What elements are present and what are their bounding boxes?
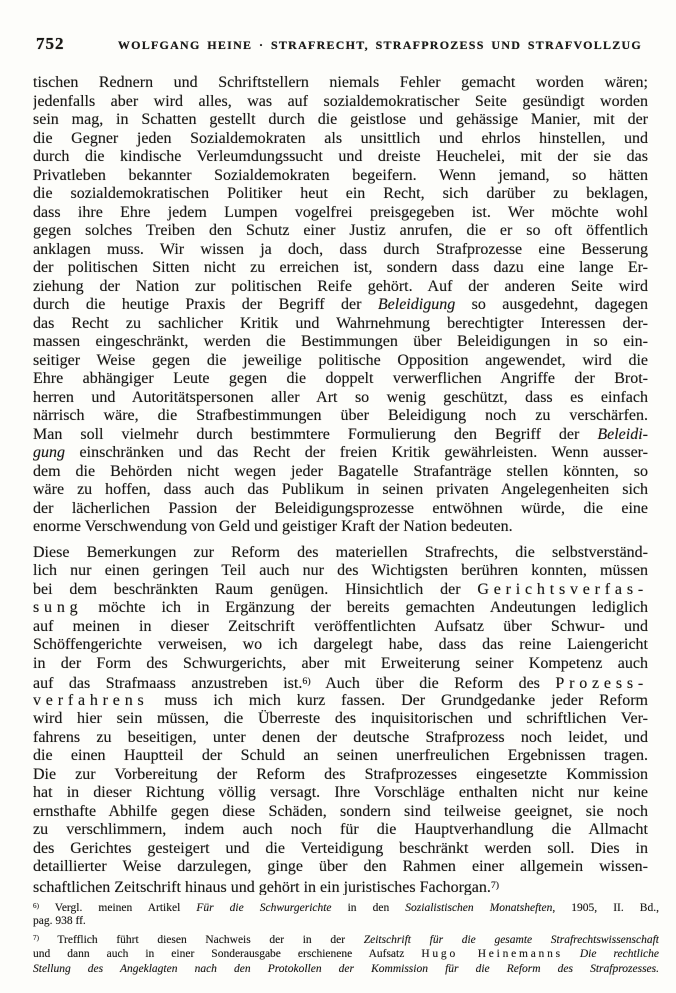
text-line (33, 74, 648, 93)
text-segment: die Gegner jeden Sozialdemokraten als unsittlich und ehrlos hinstellen, und (33, 129, 648, 147)
text-line (33, 618, 648, 637)
text-segment: dem die Behörden nicht wegen jeder Bagatelle Strafanträge stellen könnten, so (33, 462, 648, 480)
text-segment: verfahrens (33, 691, 149, 709)
text-segment: Trefflich führt diesen Nachweis der in der (38, 934, 364, 947)
text-segment: Privatleben bekannter Sozialdemokraten begeifern. Wenn jemand, so hätten (33, 166, 648, 184)
text-segment: durch die heutige Praxis der Begriff der (33, 296, 378, 313)
text-segment: wird hier sein müssen, die Überreste des inquisitorischen und schriftlichen Ver- (33, 710, 648, 727)
text-segment: närrisch wäre, die Strafbestimmungen über Beleidigung noch zu verschärfen. (33, 407, 648, 424)
text-line (33, 562, 648, 581)
text-line (33, 148, 648, 167)
text-segment (563, 948, 580, 960)
text-line (33, 444, 648, 463)
text-line (33, 278, 648, 297)
text-line (33, 599, 648, 618)
text-segment: auf das Strafmaass anzustreben ist. (33, 675, 303, 692)
footnotes (33, 899, 659, 977)
text-segment: fahrens zu beseitigen, unter denen der deutsche Strafprozess noch leidet, und (33, 728, 648, 746)
text-segment: Für die Schwurgerichte (196, 901, 332, 914)
text-line (33, 352, 648, 371)
text-line (33, 766, 648, 785)
text-line (33, 710, 648, 729)
running-head: WOLFGANG HEINE · STRAFRECHT, STRAFPROZESS UND STRAFVOLLZUG (117, 38, 642, 52)
body-text (33, 74, 648, 895)
text-line (33, 167, 648, 186)
page-number: 752 (36, 34, 65, 53)
text-line (33, 947, 659, 962)
text-segment: sein mag, in Schatten gestellt durch die geistlose und gehässige Manier, mit der (33, 111, 648, 128)
text-line (33, 333, 648, 352)
text-line (33, 581, 648, 600)
text-segment: ernsthafte Abhilfe gegen diese Schäden, sondern sind teilweise geeignet, sie noch (33, 802, 648, 820)
text-segment: herren und Autoritätspersonen aller Art so wenig geschützt, dass es einfach (33, 388, 648, 406)
text-segment: Hugo Heinemanns (421, 947, 563, 960)
text-segment: Beleidigung (377, 296, 456, 313)
text-segment: Sozialistischen Monatsheften (405, 901, 553, 914)
text-segment: der lächerlichen Passion der Beleidigungsprozesse entwöhnen würde, die eine (33, 499, 648, 517)
text-segment: massen eingeschränkt, werden die Bestimmungen über Beleidigungen in so ein- (33, 333, 648, 350)
text-segment: bei dem beschränkten Raum genügen. Hinsichtlich der (33, 580, 478, 598)
text-line (33, 518, 648, 537)
text-segment: in den (331, 901, 406, 914)
text-segment: schaftlichen Zeitschrift hinaus und gehört in ein juristisches Fachorgan. (33, 878, 491, 895)
text-line (33, 426, 648, 445)
text-segment: und dann auch in einer Sonderausgabe erschienene Aufsatz (33, 947, 422, 960)
text-line (33, 93, 648, 112)
text-line (33, 389, 648, 408)
text-segment: Schöffengerichte verweisen, wo ich dargelegt habe, dass das reine Laiengericht (33, 636, 648, 653)
text-segment: anklagen muss. Wir wissen ja doch, dass durch Strafprozesse eine Besserung (33, 240, 648, 258)
text-line (33, 130, 648, 149)
text-line (33, 784, 648, 803)
text-line (33, 315, 648, 334)
text-segment: seitiger Weise gegen die jeweilige politische Opposition angewendet, wird die (33, 351, 648, 369)
text-line (33, 729, 648, 748)
text-segment: sung (33, 599, 83, 616)
text-segment: Zeitschrift für die gesamte Strafrechtswissenschaft (363, 934, 659, 947)
text-line (33, 544, 648, 563)
text-segment: pag. 938 ff. (33, 915, 86, 928)
text-segment: gung (33, 444, 65, 461)
text-segment: des Gerichtes gesteigert und die Verteidigung beschränkt werden soll. Dies in (33, 839, 648, 857)
text-line (33, 931, 659, 946)
text-line (33, 803, 648, 822)
text-segment: Beleidi- (597, 425, 648, 443)
text-segment: Auch über die Reform des (310, 675, 556, 692)
text-line (33, 481, 648, 500)
text-line (33, 185, 648, 204)
text-segment: Die zur Vorbereitung der Reform des Strafprozesses eingesetzte Kommission (33, 765, 648, 783)
text-line (33, 500, 648, 519)
text-segment: Prozess- (555, 675, 648, 692)
text-segment: wäre zu hoffen, dass auch das Publikum in seinen privaten Angelegenheiten sich (33, 481, 648, 498)
text-line (33, 692, 648, 711)
text-line (33, 840, 648, 859)
text-line (33, 962, 659, 977)
text-segment: Stellung des Angeklagten nach den Protokollen der Kommission für die Reform des Strafprozesses. (33, 962, 659, 975)
footnote-marker: 6) (33, 902, 39, 910)
text-line (33, 673, 648, 692)
text-line (33, 407, 648, 426)
text-segment: die einen Hauptteil der Schuld an seinen unerfreulichen Ergebnissen tragen. (33, 747, 648, 764)
text-segment: so ausgedehnt, dagegen (455, 296, 648, 313)
text-line (33, 747, 648, 766)
text-line (33, 241, 648, 260)
text-segment: Die rechtliche (579, 947, 659, 960)
text-segment: enorme Verschwendung von Geld und geistiger Kraft der Nation bedeuten. (33, 518, 513, 535)
text-segment: , 1905, II. Bd., (552, 901, 659, 914)
footnote-6 (33, 899, 659, 929)
paragraph-reform (33, 544, 648, 896)
footnote-marker: 7) (33, 934, 39, 943)
text-line (33, 636, 648, 655)
text-segment: ziehung der Nation zur politischen Reife gehört. Auf der anderen Seite wird (33, 277, 648, 295)
footnote-marker: 7) (490, 879, 500, 891)
text-line (33, 821, 648, 840)
paragraph-beleidigung (33, 74, 648, 537)
text-segment: zu verschlimmern, indem auch noch für die Hauptverhandlung die Allmacht (33, 821, 648, 838)
text-segment: muss ich mich kurz fassen. Der Grundgedanke jeder Reform (148, 691, 648, 709)
page-header (36, 34, 642, 54)
text-line (33, 858, 648, 877)
text-line (33, 111, 648, 130)
text-segment: das Recht zu sachlicher Kritik und Wahrnehmung berechtigter Interessen der- (33, 314, 648, 332)
text-line (33, 259, 648, 278)
text-line (33, 463, 648, 482)
text-line (33, 877, 648, 896)
text-segment: auf meinen in dieser Zeitschrift veröffentlichten Aufsatz über Schwur- und (33, 617, 648, 635)
text-segment: tischen Rednern und Schriftstellern niemals Fehler gemacht worden wären; (33, 74, 648, 91)
text-segment: in der Form des Schwurgerichts, aber mit Erweiterung seiner Kompetenz auch (33, 654, 648, 672)
text-segment: Diese Bemerkungen zur Reform des materiellen Strafrechts, die selbstverständ- (33, 543, 648, 561)
text-segment: die sozialdemokratischen Politiker heut ein Recht, sich darüber zu beklagen, (33, 185, 648, 202)
text-line (33, 370, 648, 389)
text-segment: hat in dieser Richtung völlig versagt. Ihre Vorschläge enthalten nicht nur keine (33, 784, 648, 801)
text-segment: Man soll vielmehr durch bestimmtere Formulierung den Begriff der (33, 425, 598, 443)
text-segment: der politischen Sitten nicht zu erreichen ist, sondern dass dazu eine lange Er- (33, 259, 648, 276)
footnote-marker: 6) (302, 676, 311, 687)
text-line (33, 296, 648, 315)
text-line (33, 899, 659, 914)
text-line (33, 914, 659, 929)
footnote-7 (33, 931, 659, 977)
text-segment: jedenfalls aber wird alles, was auf sozialdemokratischer Seite gesündigt worden (33, 92, 648, 110)
text-segment: dass ihre Ehre jedem Lumpen vogelfrei preisgegeben ist. Wer möchte wohl (33, 203, 648, 221)
text-segment: lich nur einen geringen Teil auch nur des Wichtigsten berühren konnten, müssen (33, 562, 648, 579)
text-segment: gegen solches Treiben den Schutz einer Justiz anrufen, die er so oft öffentlich (33, 222, 648, 239)
text-line (33, 222, 648, 241)
text-line (33, 204, 648, 223)
text-segment: einschränken und das Recht der freien Kritik gewährleisten. Wenn ausser- (65, 444, 648, 461)
text-segment: möchte ich in Ergänzung der bereits gemachten Andeutungen lediglich (82, 599, 648, 616)
text-segment: Ehre abhängiger Leute gegen die doppelt verwerflichen Angriffe der Brot- (33, 370, 648, 387)
text-segment: durch die kindische Verleumdungssucht und dreiste Heuchelei, mit der sie das (33, 148, 648, 165)
text-segment: Gerichtsverfas- (477, 580, 648, 598)
text-line (33, 655, 648, 674)
text-segment: Vergl. meinen Artikel (38, 901, 197, 914)
text-segment: detaillierter Weise darzulegen, ginge über den Rahmen einer allgemein wissen- (33, 858, 648, 875)
